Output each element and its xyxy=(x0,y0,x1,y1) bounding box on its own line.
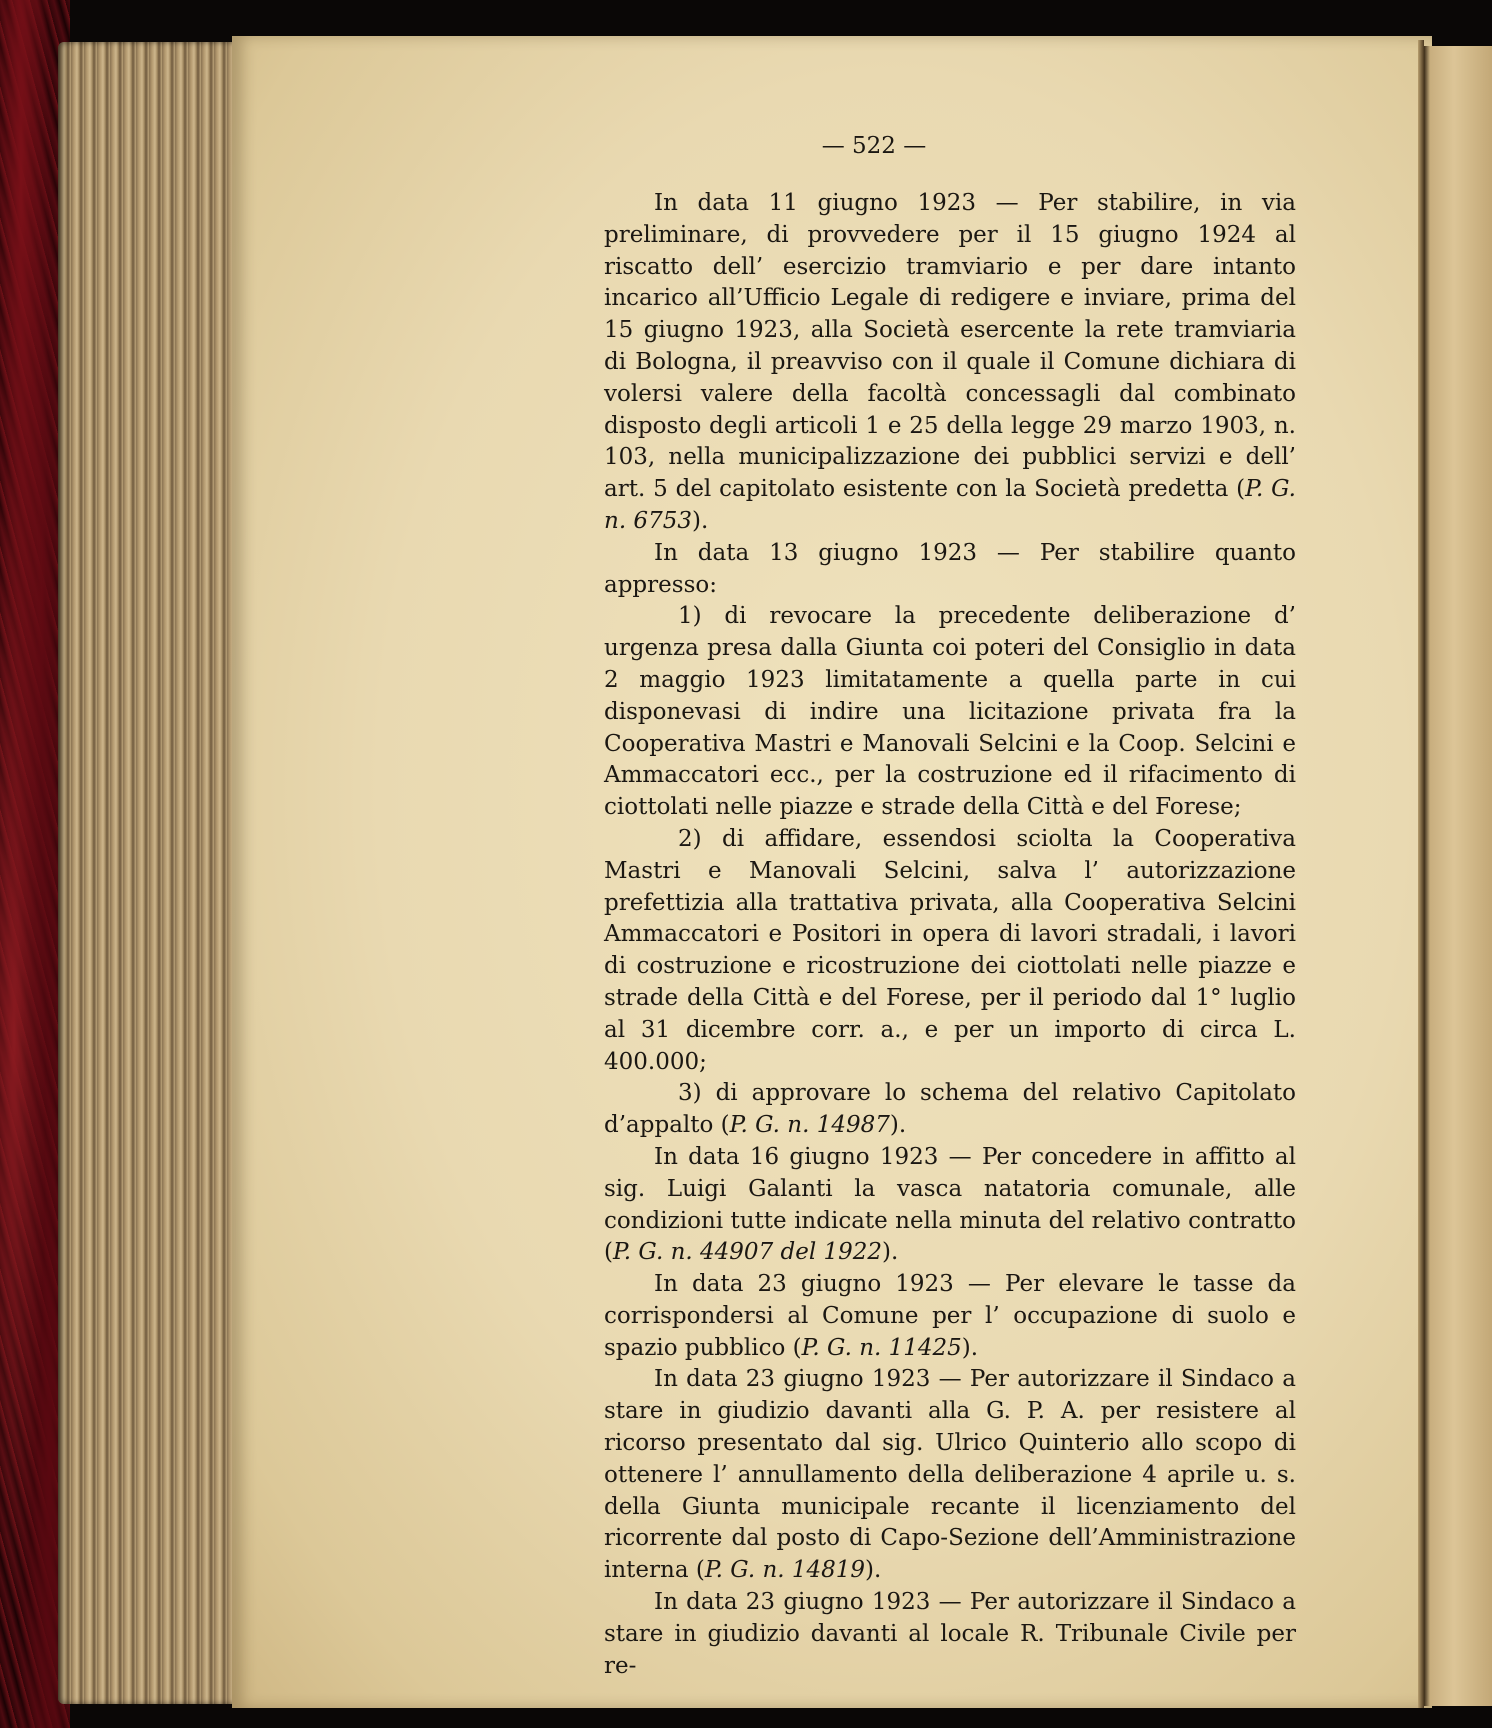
next-page-strip xyxy=(1424,46,1492,1706)
protocol-reference: P. G. n. 14987 xyxy=(729,1112,890,1139)
protocol-reference: P. G. n. 44907 del 1922 xyxy=(612,1239,883,1266)
list-item: 3) di approvare lo schema del relativo Capitolato d’appalto (P. G. n. 14987). xyxy=(604,1080,1296,1139)
paragraph: In data 23 giugno 1923 — Per autorizzare il Sindaco a stare in giudizio davanti alla G. P. A. per resistere al ricorso presentato dal sig. Ulrico Quinterio allo scopo di ottenere l’ annullamento della deliberazione 4 aprile u. s. della Giunta municipale recante il licenziamento del ricorrente dal posto di Capo-Sezione dell’Amministrazione interna (P. G. n. 14819). xyxy=(604,1366,1296,1584)
list-item: 2) di affidare, essendosi sciolta la Cooperativa Mastri e Manovali Selcini, salva l’ autorizzazione prefettizia alla trattativa privata, alla Cooperativa Selcini Ammaccatori e Positori in opera di lavori stradali, i lavori di costruzione e ricostruzione dei ciottolati nelle piazze e strade della Città e del Forese, per il periodo dal 1° luglio al 31 dicembre corr. a., e per un importo di circa L. 400.000; xyxy=(604,825,1296,1075)
page-edges xyxy=(58,42,238,1704)
body-text xyxy=(604,188,1296,1682)
paragraph: In data 11 giugno 1923 — Per stabilire, in via preliminare, di provvedere per il 15 giugno 1924 al riscatto dell’ esercizio tramviario e per dare intanto incarico all’Ufficio Legale di redigere e inviare, prima del 15 giugno 1923, alla Società esercente la rete tramviaria di Bologna, il preavviso con il quale il Comune dichiara di volersi valere della facoltà concessagli dal combinato disposto degli articoli 1 e 25 della legge 29 marzo 1903, n. 103, nella municipalizzazione dei pubblici servizi e dell’ art. 5 del capitolato esistente con la Società predetta (P. G. n. 6753). xyxy=(604,190,1296,534)
paragraph: In data 13 giugno 1923 — Per stabilire quanto appresso: xyxy=(604,539,1296,598)
protocol-reference: P. G. n. 6753 xyxy=(604,476,1296,534)
paragraph: In data 23 giugno 1923 — Per elevare le tasse da corrispondersi al Comune per l’ occupazione di suolo e spazio pubblico (P. G. n. 11425). xyxy=(604,1271,1296,1361)
paragraph: In data 16 giugno 1923 — Per concedere in affitto al sig. Luigi Galanti la vasca natatoria comunale, alle condizioni tutte indicate nella minuta del relativo contratto (P. G. n. 44907 del 1922). xyxy=(604,1143,1296,1266)
paragraph: In data 23 giugno 1923 — Per autorizzare il Sindaco a stare in giudizio davanti al locale R. Tribunale Civile per re- xyxy=(604,1589,1296,1679)
list-item: 1) di revocare la precedente deliberazione d’ urgenza presa dalla Giunta coi poteri del Consiglio in data 2 maggio 1923 limitatamente a quella parte in cui disponevasi di indire una licitazione privata fra la Cooperativa Mastri e Manovali Selcini e la Coop. Selcini e Ammaccatori ecc., per la costruzione ed il rifacimento di ciottolati nelle piazze e strade della Città e del Forese; xyxy=(604,603,1296,821)
protocol-reference: P. G. n. 14819 xyxy=(704,1557,866,1584)
protocol-reference: P. G. n. 11425 xyxy=(801,1334,962,1361)
page-number: — 522 — xyxy=(821,133,927,159)
